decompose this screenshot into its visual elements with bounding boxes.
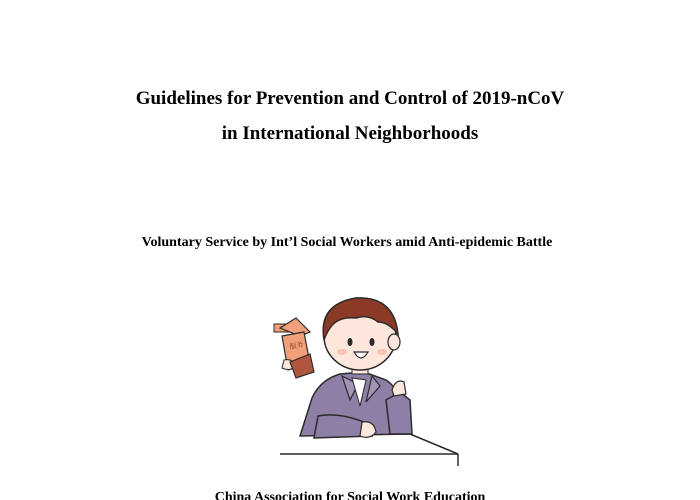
document-title-line-2: in International Neighborhoods [221, 123, 479, 144]
document-subtitle: Voluntary Service by Int’l Social Workers amid Anti-epidemic Battle [141, 235, 553, 250]
flag-text: 服务 [288, 340, 305, 352]
cartoon-person-with-flag-icon [260, 288, 470, 470]
document-title-line-1: Guidelines for Prevention and Control of 2019-nCoV [135, 88, 565, 109]
organization-name: China Association for Social Work Education [214, 490, 486, 500]
